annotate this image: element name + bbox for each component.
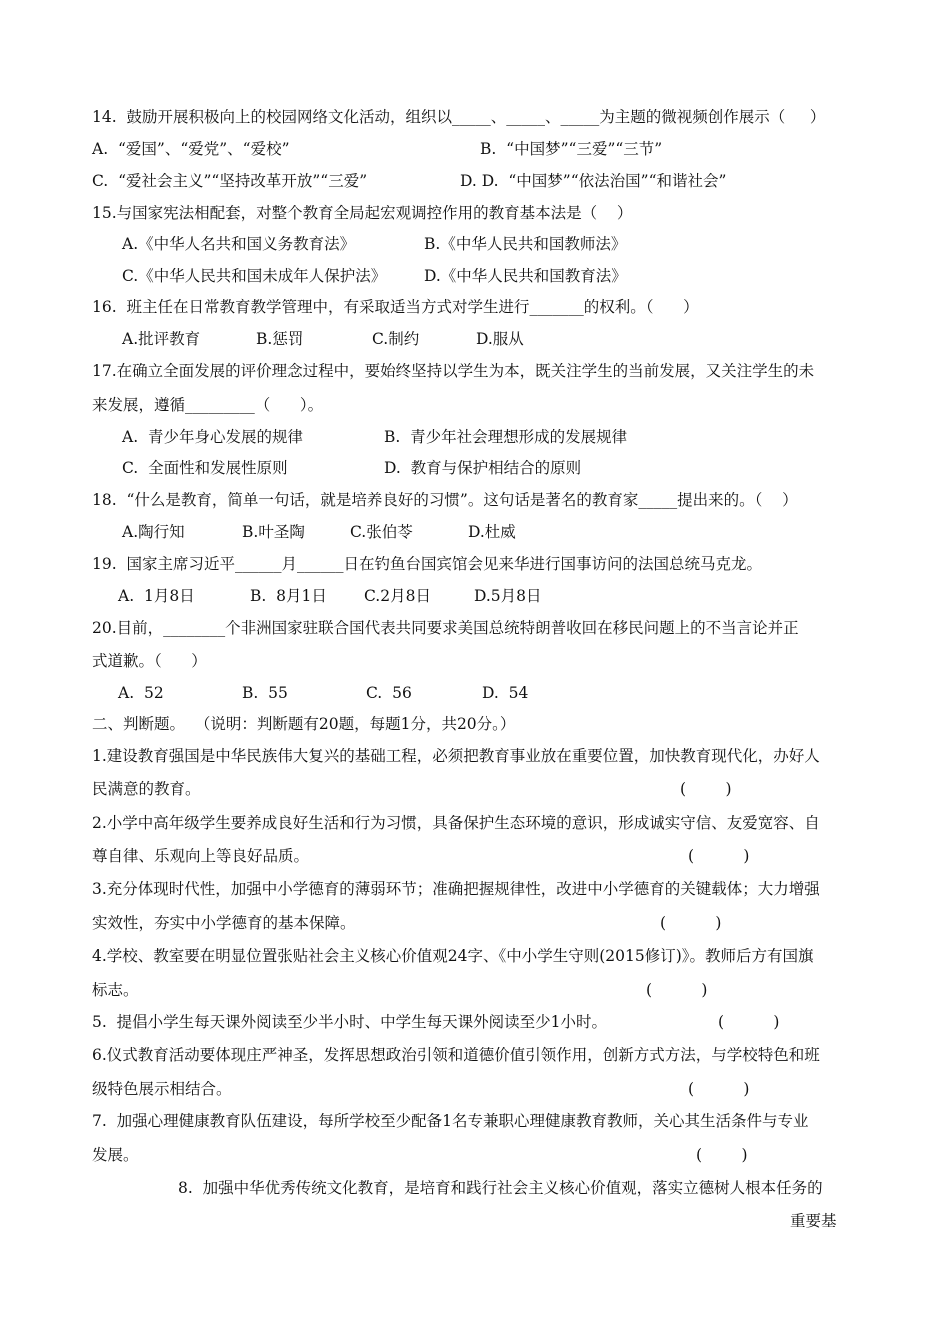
q14-option-c: C. “爱社会主义”“坚持改革开放”“三爱” (92, 172, 368, 190)
q18-option-a: A.陶行知 (122, 523, 185, 541)
judgment-3-line2: 实效性，夯实中小学德育的基本保障。 (92, 914, 356, 932)
q14-option-a: A. “爱国”、“爱党”、“爱校” (92, 140, 290, 158)
q17-stem-line1: 17.在确立全面发展的评价理念过程中，要始终坚持以学生为本，既关注学生的当前发展，又关注学生的未 (92, 362, 815, 380)
q19-option-d: D.5月8日 (474, 587, 542, 605)
judgment-2-line1: 2.小学中高年级学生要养成良好生活和行为习惯，具备保护生态环境的意识，形成诚实守信、友爱宽容、自 (92, 814, 820, 832)
q20-option-b: B. 55 (242, 684, 288, 702)
q17-option-b: B. 青少年社会理想形成的发展规律 (384, 428, 628, 446)
judgment-1-answer-paren: ( ) (680, 780, 732, 798)
judgment-5-line1: 5. 提倡小学生每天课外阅读至少半小时、中学生每天课外阅读至少1小时。 (92, 1013, 608, 1031)
q14-stem: 14. 鼓励开展积极向上的校园网络文化活动，组织以_____、_____、_____为主题的微视频创作展示（ ） (92, 108, 826, 126)
q16-option-b: B.惩罚 (256, 330, 304, 348)
judgment-2-answer-paren: ( ) (688, 847, 750, 865)
q20-stem-line2: 式道歉。（ ） (92, 652, 207, 670)
q14-option-b: B. “中国梦”“三爱”“三节” (480, 140, 663, 158)
judgment-6-line1: 6.仪式教育活动要体现庄严神圣，发挥思想政治引领和道德价值引领作用，创新方式方法，与学校特色和班 (92, 1046, 820, 1064)
q16-option-a: A.批评教育 (122, 330, 201, 348)
judgment-6-answer-paren: ( ) (688, 1080, 750, 1098)
q15-option-b: B.《中华人民共和国教师法》 (424, 235, 627, 253)
judgment-6-line2: 级特色展示相结合。 (92, 1080, 232, 1098)
judgment-1-line1: 1.建设教育强国是中华民族伟大复兴的基础工程，必须把教育事业放在重要位置，加快教育现代化，办好人 (92, 747, 820, 765)
q17-option-d: D. 教育与保护相结合的原则 (384, 459, 582, 477)
q16-option-d: D.服从 (476, 330, 524, 348)
judgment-4-line2: 标志。 (92, 981, 139, 999)
q15-option-c: C.《中华人民共和国未成年人保护法》 (122, 267, 387, 285)
q17-option-c: C. 全面性和发展性原则 (122, 459, 288, 477)
section2-heading: 二、判断题。 （说明：判断题有20题，每题1分，共20分。） (92, 715, 516, 733)
judgment-4-answer-paren: ( ) (646, 981, 708, 999)
q17-stem-line2: 来发展，遵循_________（ ）。 (92, 396, 324, 414)
judgment-5-answer-paren: ( ) (718, 1013, 780, 1031)
judgment-2-line2: 尊自律、乐观向上等良好品质。 (92, 847, 310, 865)
q14-option-d: D. D. “中国梦”“依法治国”“和谐社会” (460, 172, 727, 190)
judgment-7-line1: 7. 加强心理健康教育队伍建设，每所学校至少配备1名专兼职心理健康教育教师，关心其生活条件与专业 (92, 1112, 809, 1130)
q20-stem-line1: 20.目前，________个非洲国家驻联合国代表共同要求美国总统特朗普收回在移民问题上的不当言论并正 (92, 619, 799, 637)
q19-option-a: A. 1月8日 (118, 587, 195, 605)
q15-option-a: A.《中华人名共和国义务教育法》 (122, 235, 356, 253)
q19-stem: 19. 国家主席习近平______月______日在钓鱼台国宾馆会见来华进行国事访问的法国总统马克龙。 (92, 555, 763, 573)
q15-stem: 15.与国家宪法相配套，对整个教育全局起宏观调控作用的教育基本法是（ ） (92, 204, 633, 222)
judgment-8-line1: 8. 加强中华优秀传统文化教育，是培育和践行社会主义核心价值观，落实立德树人根本任务的 (178, 1179, 823, 1197)
q20-option-d: D. 54 (482, 684, 529, 702)
q18-option-b: B.叶圣陶 (242, 523, 305, 541)
judgment-8-line2: 重要基 (790, 1212, 837, 1230)
q16-option-c: C.制约 (372, 330, 420, 348)
q17-option-a: A. 青少年身心发展的规律 (122, 428, 303, 446)
q20-option-c: C. 56 (366, 684, 412, 702)
q19-option-b: B. 8月1日 (250, 587, 327, 605)
judgment-3-line1: 3.充分体现时代性，加强中小学德育的薄弱环节；准确把握规律性，改进中小学德育的关键载体；大力增强 (92, 880, 820, 898)
judgment-7-line2: 发展。 (92, 1146, 139, 1164)
judgment-1-line2: 民满意的教育。 (92, 780, 201, 798)
judgment-3-answer-paren: ( ) (660, 914, 722, 932)
q15-option-d: D.《中华人民共和国教育法》 (424, 267, 627, 285)
judgment-4-line1: 4.学校、教室要在明显位置张贴社会主义核心价值观24字、《中小学生守则(2015修订)》。教师后方有国旗 (92, 947, 814, 965)
q19-option-c: C.2月8日 (364, 587, 431, 605)
q20-option-a: A. 52 (118, 684, 164, 702)
q16-stem: 16. 班主任在日常教育教学管理中，有采取适当方式对学生进行_______的权利。（ ） (92, 298, 699, 316)
q18-option-d: D.杜威 (468, 523, 516, 541)
q18-option-c: C.张伯苓 (350, 523, 413, 541)
q18-stem: 18. “什么是教育，简单一句话，就是培养良好的习惯”。这句话是著名的教育家_____提出来的。（ ） (92, 491, 798, 509)
judgment-7-answer-paren: ( ) (696, 1146, 748, 1164)
